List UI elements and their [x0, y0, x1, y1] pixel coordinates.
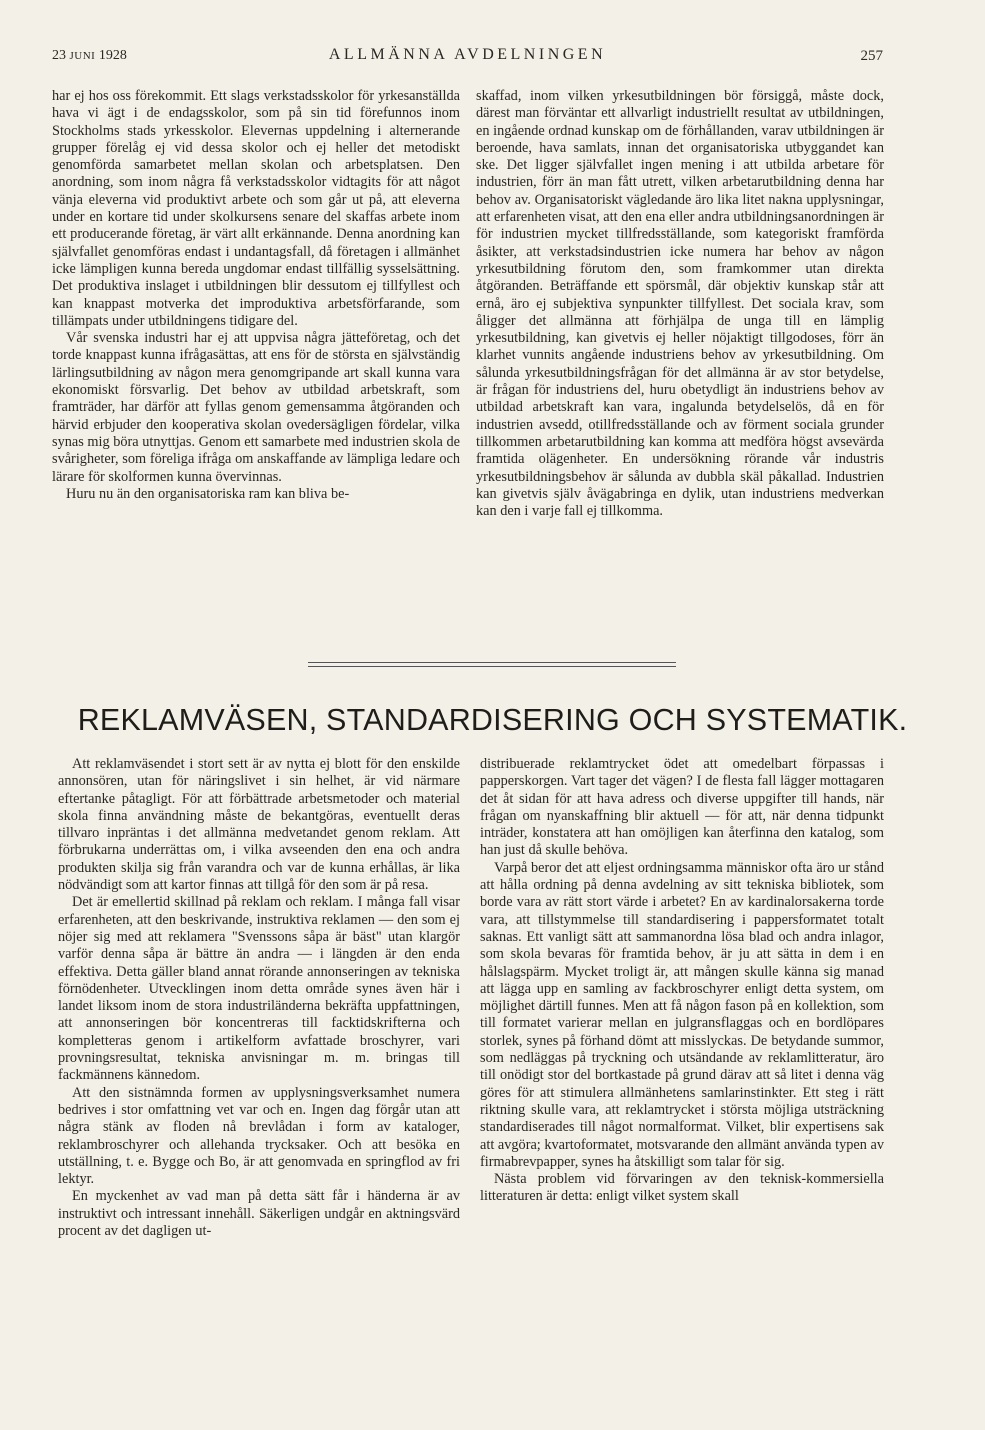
paragraph: Att reklamväsendet i stort sett är av nytta ej blott för den enskilde annonsören, utan för näringslivet i sin helhet, är vid närmare eftertanke påtagligt. För att förbättrade arbetsmetoder och material skola finna användning måste de bekantgöras, eventuellt deras tillvaro inpräntas i det allmänna medvetandet genom reklam. Att förbrukarna underrättas om, i vilka avseenden den ena och andra produkten skilja sig från varandra och var de kunna erhållas, är lika nödvändigt som att kartor finnas att tillgå för den som är på resa.	[58, 756, 460, 894]
main-article-left-column	[58, 756, 460, 1240]
paragraph: Nästa problem vid förvaringen av den teknisk-kommersiella litteraturen är detta: enligt vilket system skall	[480, 1171, 884, 1205]
section-divider	[308, 662, 676, 663]
date-month: JUNI	[69, 50, 96, 62]
top-article-left-column	[52, 88, 460, 503]
date-year: 1928	[98, 48, 127, 63]
paragraph: Vår svenska industri har ej att uppvisa några jätteföretag, och det torde knappast kunna ifrågasättas, att ens för de största en självständig lärlingsutbildning av någon mera genomgripande art skall kunna vara ekonomiskt försvarlig. Det behov av utbildad arbetskraft, som framträder, har därför att fyllas genom gemensamma åtgöranden och härvid erbjuder den kooperativa skolan ovedersägligen fördelar, vilka synas mig böra utnyttjas. Genom ett samarbete med industrien skola de svårigheter, som föreliga ifråga om anskaffande av lämpliga ledare och lärare för skolformen kunna övervinnas.	[52, 330, 460, 485]
paragraph: En myckenhet av vad man på detta sätt får i händerna är av instruktivt och intressant innehåll. Säkerligen undgår en aktningsvärd procent av det dagligen ut-	[58, 1188, 460, 1240]
article-title: REKLAMVÄSEN, STANDARDISERING OCH SYSTEMATIK.	[77, 703, 908, 737]
paragraph: har ej hos oss förekommit. Ett slags verkstadsskolor för yrkesanställda hava vi ägt i de endagsskolor, som på sin tid förefunnos inom Stockholms stads yrkesskolor. Elevernas uppdelning i alternerande grupper förelåg ej vid dessa skolor och ej heller det metodiskt genomförda samarbetet mellan skolan och arbetsplatsen. Den anordning, som inom några få verkstadsskolor vidtagits för att något vänja eleverna vid produktivt arbete och som går ut på, att eleverna under en kortare tid under skolkursens senare del skaffas arbete inom ett producerande företag, är värt allt erkännande. Denna anordning kan självfallet genomföras endast i undantagsfall, då företagen i allmänhet icke lämpligen kunna bereda ungdomar endast tillfällig sysselsättning. Det produktiva inslaget i utbildningen blir dessutom ej tillfyllest och kan knappast motverka det improduktiva arbetsförfarande, som tillämpats under utbildningens tidigare del.	[52, 88, 460, 329]
top-article-right-column	[476, 88, 884, 520]
page-number: 257	[860, 48, 883, 64]
paragraph: distribuerade reklamtrycket ödet att omedelbart förpassas i papperskorgen. Vart tager det vägen? I de flesta fall lägger mottagaren det åt sidan för att hava adress och diverse uppgifter till hands, när frågan om nyanskaffning blir aktuell — för att, när denna tidpunkt inträder, konstatera att han omöjligen kan återfinna den katalog, som han just då skulle behöva.	[480, 756, 884, 859]
main-article-right-column	[480, 756, 884, 1206]
paragraph: Varpå beror det att eljest ordningsamma människor ofta äro ur stånd att hålla ordning på denna avdelning av sitt tekniska bibliotek, som borde vara av rätt stort värde i arbetet? En av kardinalorsakerna torde vara, att tillstymmelse till standardisering i pappersformatet totalt saknas. Ett vanligt sätt att sammanordna lösa blad och andra inlagor, som skola bevaras för framtida behov, är ju att sätta in dem i en hålslagspärm. Mycket troligt är, att mången skulle känna sig manad att lägga upp en samling av fackbroschyrer enligt detta system, om möjlighet därtill funnes. Men att få någon fason på en kollektion, som till formatet varierar mellan en julgransflaggas och en bordlöpares storlek, synes på förhand dömt att misslyckas. De betydande summor, som nedläggas på tryckning och utsändande av reklamlitteratur, äro till onödigt stor del bortkastade på grund därav att så litet i denna väg göres för att stimulera allmänhetens samlarinstinkter. Ett steg i rätt riktning skulle vara, att reklamtrycket i största möjliga utsträckning standardiserades till något normalformat. Vilket, blir expertisens sak att avgöra; kvartoformatet, motsvarande den allmänt använda typen av firmabrevpapper, synes ha åtskilligt som talar för sig.	[480, 859, 884, 1170]
date-day: 23	[52, 48, 66, 63]
page-header	[52, 48, 883, 70]
running-section-title: ALLMÄNNA AVDELNINGEN	[328, 46, 607, 63]
paragraph: Att den sistnämnda formen av upplysningsverksamhet numera bedrives i stor omfattning vet var och en. Ingen dag förgår utan att några stänk av floden nå brevlådan i form av kataloger, reklambroschyrer och allehanda trycksaker. Och att besöka en utställning, t. e. Bygge och Bo, är att genomvada en springflod av fri lektyr.	[58, 1084, 460, 1188]
paragraph: Det är emellertid skillnad på reklam och reklam. I många fall visar erfarenheten, att den beskrivande, instruktiva reklamen — den som ej nöjer sig med att reklamera "Svenssons såpa är bäst" utan klargör varför denna såpa är bättre än andra — i längden är den enda effektiva. Detta gäller bland annat rörande annonseringen av tekniska förnödenheter. Utvecklingen inom detta område synes även här i landet liksom inom de stora industriländerna bekräfta uppfattningen, att annonseringen bör koncentreras till facktidskrifterna och kompletteras genom i artikelform avfattade broschyrer, vari provningsresultat, tekniska anvisningar m. m. bringas till fackmännens kännedom.	[58, 894, 460, 1084]
paragraph: skaffad, inom vilken yrkesutbildningen bör försiggå, måste dock, därest man förväntar ett allvarligt industriellt resultat av utbildningen, en ingående ordnad kunskap om de förhållanden, varav utbildningen är beroende, hava samlats, innan det organisatoriska utbyggandet kan ske. Det ligger självfallet ingen mening i att utbilda arbetare för industrien, förr än man fått utrett, vilken arbetarutbildning denna har behov av. Organisatoriskt vägledande äro lika litet nakna upplysningar, att erfarenheten visat, att den ena eller andra utbildningsanordningen är för industrien mycket tillfredsställande, som kategoriskt framförda åsikter, att verkstadsindustrien icke numera har behov av någon yrkesutbildning förutom den, som framkommer utan direkta åtgöranden. Beträffande ett spörsmål, där objektiv kunskap står att ernå, äro ej subjektiva synpunkter tillfyllest. Det sociala krav, som åligger det allmänna att förhjälpa de unga till en lämplig yrkesutbildning, kan givetvis ej heller nöjaktigt tillgodoses, förr än klarhet vunnits angående industriens behov av yrkesutbildning. Om sålunda yrkesutbildningsfrågan för det allmänna är av stor betydelse, är frågan för industriens del, huru obetydligt än industriens behov av utbildad arbetskraft kan vara, ingalunda betydelselös, då en för industrien avsedd, otillfredsställande och av förment sociala grunder tillkommen arbetarutbildning kan komma att medföra högst avsevärda framtida olägenheter. En undersökning rörande vår industris yrkesutbildningsbehov är sålunda av dubbla skäl påkallad. Industrien kan givetvis själv åvägabringa en dylik, utan industriens medverkan kan den i varje fall ej tillkomma.	[476, 88, 884, 520]
section-divider	[308, 666, 676, 667]
paragraph: Huru nu än den organisatoriska ram kan bliva be-	[66, 485, 350, 502]
